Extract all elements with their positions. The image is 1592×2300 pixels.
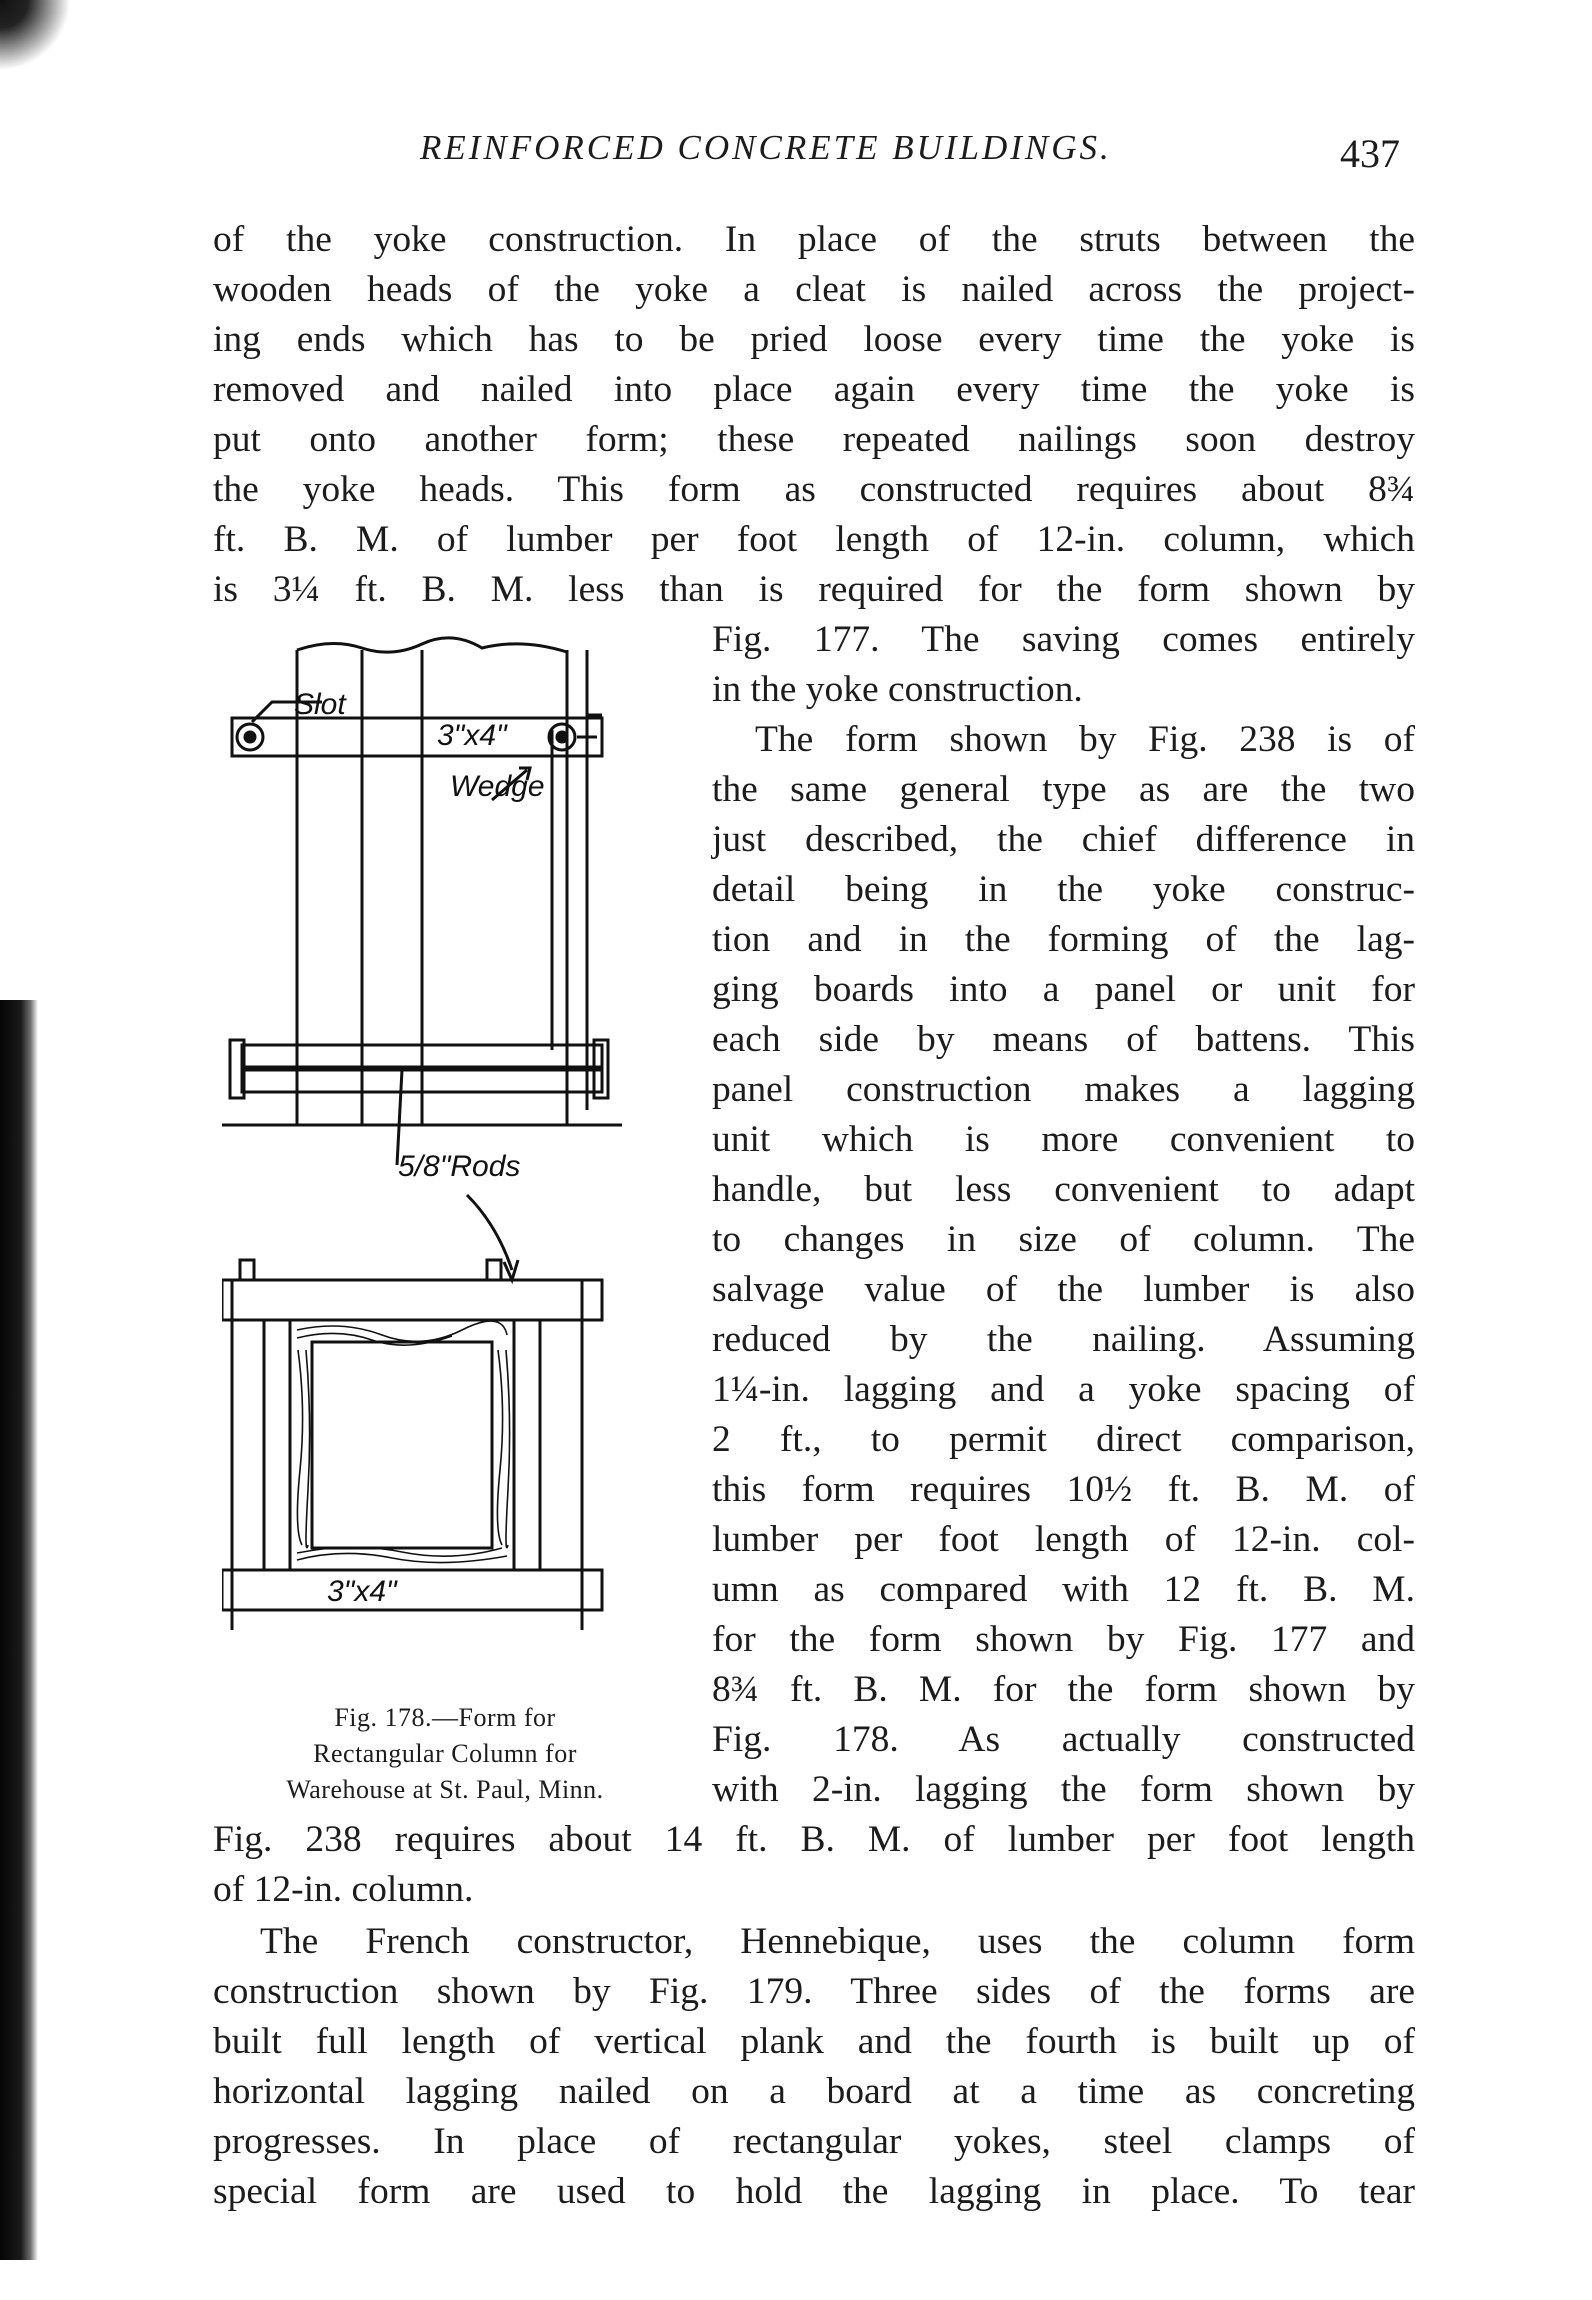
body-line: progresses. In place of rectangular yokes, steel clamps of [213,2121,1415,2162]
body-line: the same general type as are the two [712,769,1415,810]
body-line: lumber per foot length of 12-in. col- [712,1519,1415,1560]
timber-size-label: 3"x4" [327,1575,397,1608]
body-line: Fig. 177. The saving comes entirely [712,619,1415,660]
body-line: is 3¼ ft. B. M. less than is required for the form shown by [213,569,1415,610]
body-line: tion and in the forming of the lag- [712,919,1415,960]
body-line: special form are used to hold the lagging in place. To tear [213,2171,1415,2212]
rods-label: 5/8"Rods [398,1150,521,1183]
body-line: ft. B. M. of lumber per foot length of 12-in. column, which [213,519,1415,560]
body-line: unit which is more convenient to [712,1119,1415,1160]
plan-yoke-side [264,1320,290,1570]
body-line: 1¼-in. lagging and a yoke spacing of [712,1369,1415,1410]
body-line: just described, the chief difference in [712,819,1415,860]
slot-label: Slot [294,688,346,721]
body-line: ging boards into a panel or unit for [712,969,1415,1010]
body-line: of the yoke construction. In place of the struts between the [213,219,1415,260]
caption-line: Rectangular Column for [313,1739,577,1768]
body-line: this form requires 10½ ft. B. M. of [712,1469,1415,1510]
body-line: of 12-in. column. [213,1869,474,1910]
body-line: Fig. 238 requires about 14 ft. B. M. of lumber per foot length [213,1819,1415,1860]
body-line: detail being in the yoke construc- [712,869,1415,910]
plan-yoke-top [222,1280,602,1320]
bolt-nut [557,732,567,742]
body-line: The form shown by Fig. 238 is of [755,719,1415,760]
body-line: with 2-in. lagging the form shown by [712,1769,1415,1810]
body-line: umn as compared with 12 ft. B. M. [712,1569,1415,1610]
top-yoke [232,718,602,756]
caption-line: Fig. 178.—Form for [334,1703,556,1732]
body-line: panel construction makes a lagging [712,1069,1415,1110]
body-line: removed and nailed into place again every time the yoke is [213,369,1415,410]
timber-size-label: 3"x4" [437,719,507,752]
scan-corner-mark [0,0,90,90]
body-line: 2 ft., to permit direct comparison, [712,1419,1415,1460]
body-line: The French constructor, Hennebique, uses the column form [260,1921,1415,1962]
body-line: reduced by the nailing. Assuming [712,1319,1415,1360]
body-line: put onto another form; these repeated nailings soon destroy [213,419,1415,460]
plan-yoke-side [514,1320,540,1570]
grain-hatching [297,1321,510,1562]
plan-yoke-bottom [222,1570,602,1610]
running-title: REINFORCED CONCRETE BUILDINGS. [420,128,1112,167]
body-line: salvage value of the lumber is also [712,1269,1415,1310]
wedge-label: Wedge [450,770,545,803]
body-line: wooden heads of the yoke a cleat is nailed across the project- [213,269,1415,310]
figure-caption [200,1700,690,1808]
column-form-figure [222,630,682,1690]
body-line: construction shown by Fig. 179. Three sides of the forms are [213,1971,1415,2012]
body-line: in the yoke construction. [712,669,1083,710]
body-line: to changes in size of column. The [712,1219,1415,1260]
body-line: handle, but less convenient to adapt [712,1169,1415,1210]
body-line: 8¾ ft. B. M. for the form shown by [712,1669,1415,1710]
body-line: Fig. 178. As actually constructed [712,1719,1415,1760]
page-number: 437 [1340,131,1400,176]
body-line: the yoke heads. This form as constructed requires about 8¾ [213,469,1415,510]
body-line: horizontal lagging nailed on a board at a time as concreting [213,2071,1415,2112]
plan-bolt-nut [240,1260,254,1280]
caption-line: Warehouse at St. Paul, Minn. [286,1775,604,1804]
bolt-nut [245,732,255,742]
body-line: ing ends which has to be pried loose every time the yoke is [213,319,1415,360]
body-line: each side by means of battens. This [712,1019,1415,1060]
body-line: for the form shown by Fig. 177 and [712,1619,1415,1660]
body-line: built full length of vertical plank and the fourth is built up of [213,2021,1415,2062]
column-cavity [312,1342,492,1548]
break-line [297,638,567,652]
scan-binding-edge [0,1000,38,2260]
plan-bolt-nut [487,1260,501,1280]
lagging-outer [290,1320,514,1570]
